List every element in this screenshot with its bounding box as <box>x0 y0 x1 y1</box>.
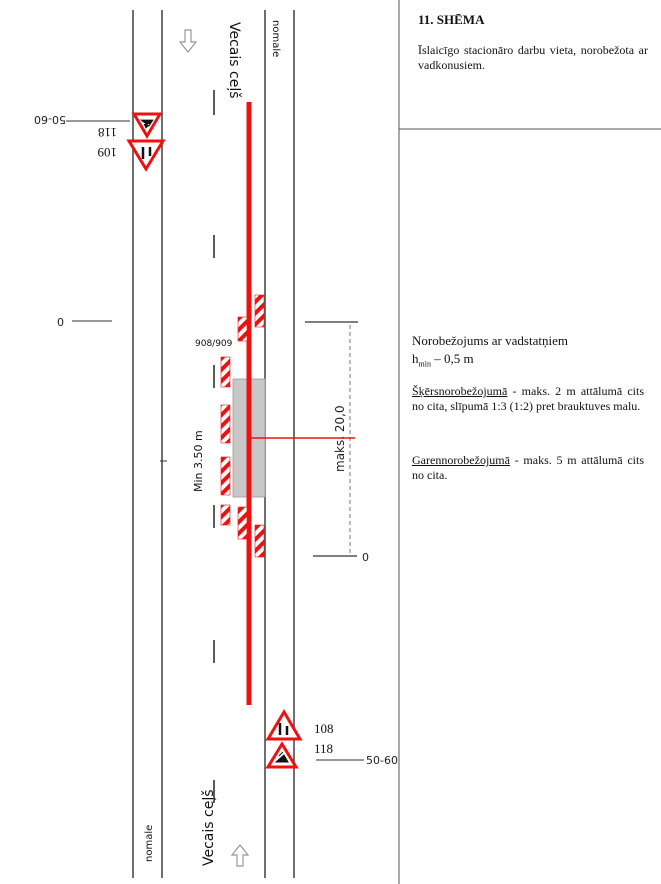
hmin-sub: min <box>418 359 431 369</box>
zone-length-label: maks. 20,0 <box>333 405 347 472</box>
road-name-top: Vecais ceļš <box>226 22 242 99</box>
top-sign-number-118: 118 <box>97 125 117 140</box>
long-term: Garennorobežojumā <box>412 453 510 467</box>
long-barrier-note <box>412 453 644 483</box>
shoulder-label-bottom: nomale <box>144 824 155 862</box>
long-text: - maks. 5 m attālumā cits no cita. <box>412 453 644 482</box>
right-zero-label: 0 <box>362 551 369 564</box>
hmin-value: – 0,5 m <box>430 351 474 366</box>
cross-barrier-note <box>412 384 644 414</box>
barrier-note <box>412 332 652 374</box>
cone-label: 908/909 <box>195 339 233 349</box>
bottom-sign-number-118: 118 <box>314 741 334 756</box>
bottom-sign-number-108: 108 <box>314 721 334 736</box>
shoulder-label-top: nomale <box>270 20 281 58</box>
lane-width-label: Min 3.50 m <box>192 430 205 492</box>
scheme-subtitle: Īslaicīgo stacionāro darbu vieta, norobežota ar vadkonusiem. <box>418 43 648 72</box>
hmin-label: h <box>412 351 419 366</box>
barrier-note-hmin <box>412 350 652 374</box>
top-sign-109-icon <box>129 141 163 169</box>
cross-term: Šķērsnorobežojumā <box>412 384 508 398</box>
scheme-title: 11. SHĒMA <box>418 12 485 27</box>
bottom-sign-118-icon <box>268 744 296 767</box>
bottom-sign-108-icon <box>268 712 300 739</box>
arrow-down-icon <box>180 30 196 52</box>
left-zero-label: 0 <box>57 316 64 329</box>
top-sign-number-109: 109 <box>97 145 117 160</box>
barrier-note-title: Norobežojums ar vadstatņiem <box>412 333 568 348</box>
bottom-speed-label: 50-60 <box>366 754 398 767</box>
cross-text: - maks. 2 m attālumā cits no cita, slīpumā 1:3 (1:2) pret brauktuves malu. <box>412 384 644 413</box>
top-sign-118-icon <box>134 114 160 136</box>
arrow-up-icon <box>232 845 248 866</box>
dimension-line <box>305 322 358 556</box>
top-speed-label: 50-60 <box>34 113 66 126</box>
road-name-bottom: Vecais ceļš <box>201 789 217 866</box>
